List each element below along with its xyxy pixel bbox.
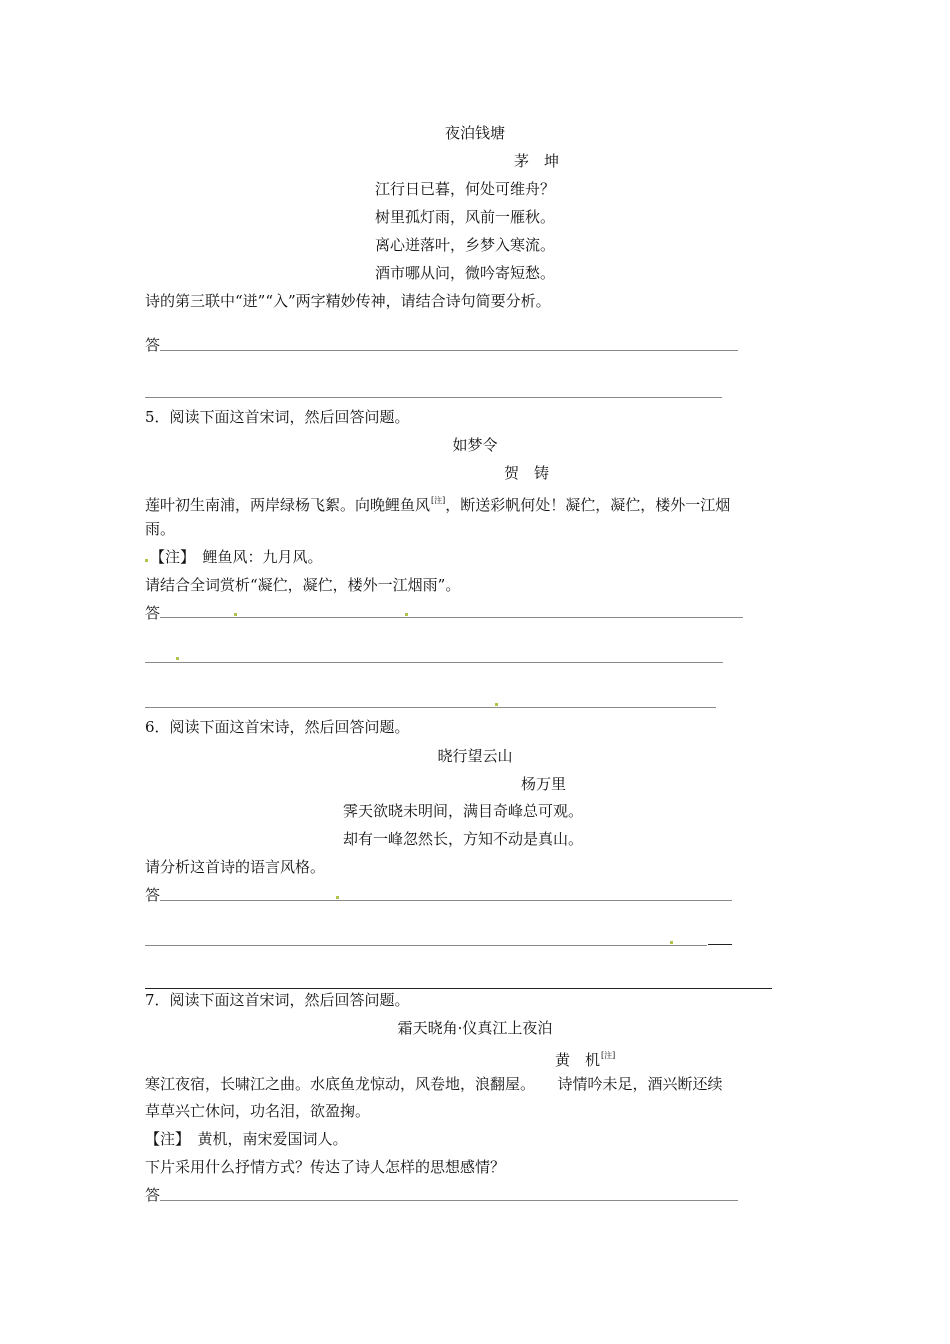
speck-mark bbox=[145, 559, 148, 562]
speck-mark bbox=[234, 613, 237, 616]
q6-intro: 6．阅读下面这首宋诗，然后回答问题。 bbox=[145, 718, 410, 736]
q4-poem-line-4: 酒市哪从问，微吟寄短愁。 bbox=[375, 264, 556, 282]
q5-poem-text-line-2: 雨。 bbox=[145, 520, 176, 538]
answer-line[interactable] bbox=[145, 662, 723, 663]
q4-author: 茅 坤 bbox=[514, 152, 560, 170]
q5-question: 请结合全词赏析“凝伫，凝伫，楼外一江烟雨”。 bbox=[145, 576, 461, 594]
q7-poem-title: 霜天晓角·仪真江上夜泊 bbox=[397, 1019, 553, 1037]
answer-line[interactable] bbox=[160, 900, 732, 901]
q6-poem-line-1: 霁天欲晓未明间，满目奇峰总可观。 bbox=[343, 802, 584, 820]
q5-text-part-1: 莲叶初生南浦，两岸绿杨飞絮。向晚鲤鱼风 bbox=[145, 496, 431, 514]
q7-author-note-mark: [注] bbox=[601, 1051, 616, 1060]
q7-intro: 7．阅读下面这首宋词，然后回答问题。 bbox=[145, 991, 410, 1009]
speck-mark bbox=[670, 941, 673, 944]
q4-poem-title: 夜泊钱塘 bbox=[444, 124, 505, 142]
q6-question: 请分析这首诗的语言风格。 bbox=[145, 858, 326, 876]
q5-poem-text-line-1 bbox=[145, 491, 730, 515]
answer-line[interactable] bbox=[145, 397, 722, 398]
q7-note: 【注】 黄机，南宋爱国词人。 bbox=[145, 1130, 348, 1148]
q5-intro: 5．阅读下面这首宋词，然后回答问题。 bbox=[145, 408, 410, 426]
speck-mark bbox=[405, 613, 408, 616]
q5-text-part-2: ，断送彩帆何处！凝伫，凝伫，楼外一江烟 bbox=[445, 496, 731, 514]
speck-mark bbox=[336, 896, 339, 899]
q6-poem-line-2: 却有一峰忽然长，方知不动是真山。 bbox=[343, 830, 584, 848]
q7-question: 下片采用什么抒情方式？传达了诗人怎样的思想感情？ bbox=[145, 1158, 506, 1176]
q7-author-line bbox=[555, 1046, 615, 1070]
q7-answer-label: 答 bbox=[145, 1186, 161, 1204]
q5-answer-label: 答 bbox=[145, 604, 161, 622]
answer-line[interactable] bbox=[160, 617, 743, 618]
q5-author: 贺 铸 bbox=[504, 464, 550, 482]
q4-poem-line-3: 离心迸落叶，乡梦入寒流。 bbox=[375, 236, 556, 254]
q4-poem-line-2: 树里孤灯雨，风前一雁秋。 bbox=[375, 208, 556, 226]
q4-answer-label: 答 bbox=[145, 336, 161, 354]
answer-line[interactable] bbox=[160, 350, 738, 351]
q4-question: 诗的第三联中“迸”“入”两字精妙传神，请结合诗句简要分析。 bbox=[145, 292, 551, 310]
q7-poem-text-line-2: 草草兴亡休问，功名泪，欲盈掬。 bbox=[145, 1102, 371, 1120]
answer-line[interactable] bbox=[145, 707, 716, 708]
answer-line[interactable] bbox=[145, 945, 707, 946]
q7-author: 黄 机 bbox=[555, 1051, 601, 1069]
answer-line[interactable] bbox=[160, 1200, 738, 1201]
q6-poem-title: 晓行望云山 bbox=[437, 747, 513, 765]
q7-poem-text-line-1: 寒江夜宿，长啸江之曲。水底鱼龙惊动，风卷地，浪翻屋。 诗情吟未足，酒兴断还续 bbox=[145, 1075, 723, 1093]
q4-poem-line-1: 江行日已暮，何处可维舟？ bbox=[375, 180, 556, 198]
speck-mark bbox=[495, 703, 498, 706]
q5-note-mark: [注] bbox=[431, 496, 446, 505]
speck-mark bbox=[176, 657, 179, 660]
section-rule bbox=[145, 988, 772, 989]
q5-poem-title: 如梦令 bbox=[452, 436, 498, 454]
answer-line-end bbox=[708, 944, 732, 945]
q5-note: 【注】 鲤鱼风：九月风。 bbox=[150, 548, 323, 566]
q6-answer-label: 答 bbox=[145, 886, 161, 904]
q6-author: 杨万里 bbox=[521, 775, 567, 793]
